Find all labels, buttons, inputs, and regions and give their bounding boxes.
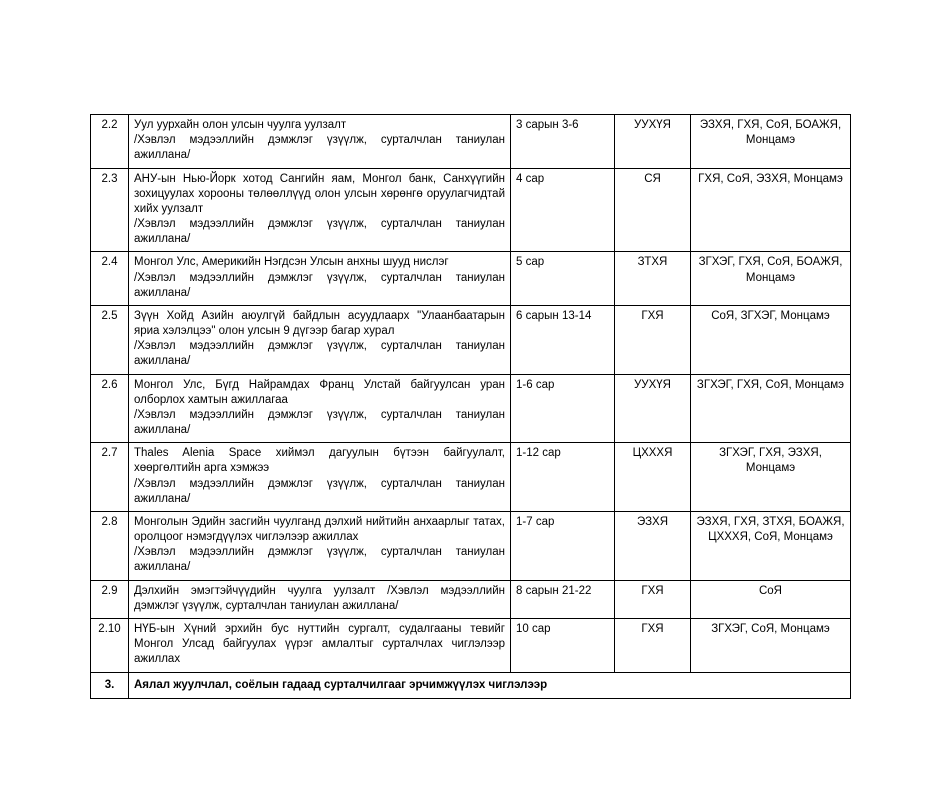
row-date: 10 сар (511, 618, 615, 672)
row-organization: ГХЯ (615, 580, 691, 618)
row-participants: СоЯ, ЗГХЭГ, Монцамэ (691, 305, 851, 374)
activity-note: /Хэвлэл мэдээллийн дэмжлэг үзүүлж, сурталчлан таниулан ажиллана/ (134, 477, 505, 505)
table-row (91, 305, 851, 374)
row-activity (129, 511, 511, 580)
table-row (91, 168, 851, 252)
activities-table (90, 114, 851, 699)
activity-note: /Хэвлэл мэдээллийн дэмжлэг үзүүлж, сурталчлан таниулан ажиллана/ (134, 340, 505, 368)
row-organization: ГХЯ (615, 618, 691, 672)
table-section-row (91, 672, 851, 698)
row-activity (129, 374, 511, 443)
row-participants: ГХЯ, СоЯ, ЭЗХЯ, Монцамэ (691, 168, 851, 252)
activity-text: Уул уурхайн олон улсын чуулга уулзалт (134, 119, 347, 131)
row-date: 3 сарын 3-6 (511, 115, 615, 169)
row-organization: ЭЗХЯ (615, 511, 691, 580)
row-participants: ЭЗХЯ, ГХЯ, СоЯ, БОАЖЯ, Монцамэ (691, 115, 851, 169)
activity-text: АНУ-ын Нью-Йорк хотод Сангийн яам, Монгол банк, Санхүүгийн зохицуулах хорооны төлөөллүүд олон улсын хөрөнгө оруулагчидтай хийх уулзалт (134, 172, 505, 215)
row-date: 1-6 сар (511, 374, 615, 443)
row-date: 5 сар (511, 252, 615, 306)
activity-note: /Хэвлэл мэдээллийн дэмжлэг үзүүлж, сурталчлан таниулан ажиллана/ (134, 546, 505, 574)
row-organization: УУХҮЯ (615, 115, 691, 169)
row-number: 2.9 (91, 580, 129, 618)
row-number: 2.5 (91, 305, 129, 374)
row-participants: ЭЗХЯ, ГХЯ, ЗТХЯ, БОАЖЯ, ЦХХХЯ, СоЯ, Монцамэ (691, 511, 851, 580)
row-participants: ЗГХЭГ, ГХЯ, ЭЗХЯ, Монцамэ (691, 443, 851, 512)
row-number: 2.3 (91, 168, 129, 252)
activity-text: Монголын Эдийн засгийн чуулганд дэлхий нийтийн анхаарлыг татах, оролцоог нэмэгдүүлэх чиглэлээр ажиллах (134, 515, 505, 544)
row-organization: СЯ (615, 168, 691, 252)
activity-text: Thales Alenia Space хиймэл дагуулын бүтээн байгуулалт, хөөргөлтийн арга хэмжээ (134, 447, 505, 475)
activity-note: /Хэвлэл мэдээллийн дэмжлэг үзүүлж, сурталчлан таниулан ажиллана/ (134, 134, 505, 162)
row-number: 2.2 (91, 115, 129, 169)
activity-note: /Хэвлэл мэдээллийн дэмжлэг үзүүлж, сурталчлан таниулан ажиллана/ (134, 218, 505, 246)
section-number: 3. (91, 672, 129, 698)
row-participants: ЗГХЭГ, ГХЯ, СоЯ, БОАЖЯ, Монцамэ (691, 252, 851, 306)
table-row (91, 252, 851, 306)
section-title: Аялал жуулчлал, соёлын гадаад сурталчилгааг эрчимжүүлэх чиглэлээр (129, 672, 851, 698)
row-participants: ЗГХЭГ, ГХЯ, СоЯ, Монцамэ (691, 374, 851, 443)
table-row (91, 580, 851, 618)
row-activity (129, 115, 511, 169)
activity-text: Зүүн Хойд Азийн аюулгүй байдлын асуудлаарх "Улаанбаатарын яриа хэлэлцээ" олон улсын 9 дүгээр багар хурал (134, 309, 505, 338)
row-number: 2.8 (91, 511, 129, 580)
activity-note: /Хэвлэл мэдээллийн дэмжлэг үзүүлж, сурталчлан таниулан ажиллана/ (134, 271, 505, 299)
table-row (91, 115, 851, 169)
activity-text: Монгол Улс, Америкийн Нэгдсэн Улсын анхны шууд нислэг (134, 256, 449, 269)
row-organization: ЦХХХЯ (615, 443, 691, 512)
row-date: 6 сарын 13-14 (511, 305, 615, 374)
activity-text: НҮБ-ын Хүний эрхийн бус нуттийн сургалт, судалгааны тевийг Монгол Улсад байгуулах үүрэг амлалтыг сурталчлах чиглэлээр ажиллах (134, 622, 505, 666)
row-activity (129, 252, 511, 306)
row-activity (129, 168, 511, 252)
row-activity (129, 443, 511, 512)
table-row (91, 443, 851, 512)
row-date: 8 сарын 21-22 (511, 580, 615, 618)
row-activity (129, 305, 511, 374)
row-activity (129, 580, 511, 618)
table-row (91, 511, 851, 580)
activity-text: Монгол Улс, Бүгд Найрамдах Франц Улстай байгуулсан уран олборлох хамтын ажиллагаа (134, 378, 505, 406)
table-row (91, 618, 851, 672)
row-organization: УУХҮЯ (615, 374, 691, 443)
table-container (90, 114, 850, 699)
activity-text: Дэлхийн эмэгтэйчүүдийн чуулга уулзалт /Хэвлэл мэдээллийн дэмжлэг үзүүлж, сурталчлан таниулан ажиллана/ (134, 584, 505, 612)
row-participants: ЗГХЭГ, СоЯ, Монцамэ (691, 618, 851, 672)
row-number: 2.10 (91, 618, 129, 672)
row-date: 1-7 сар (511, 511, 615, 580)
row-participants: СоЯ (691, 580, 851, 618)
row-date: 4 сар (511, 168, 615, 252)
table-row (91, 374, 851, 443)
row-date: 1-12 сар (511, 443, 615, 512)
row-organization: ЗТХЯ (615, 252, 691, 306)
row-number: 2.6 (91, 374, 129, 443)
row-activity (129, 618, 511, 672)
row-number: 2.7 (91, 443, 129, 512)
row-number: 2.4 (91, 252, 129, 306)
table-body (91, 115, 851, 699)
activity-note: /Хэвлэл мэдээллийн дэмжлэг үзүүлж, сурталчлан таниулан ажиллана/ (134, 408, 505, 437)
row-organization: ГХЯ (615, 305, 691, 374)
